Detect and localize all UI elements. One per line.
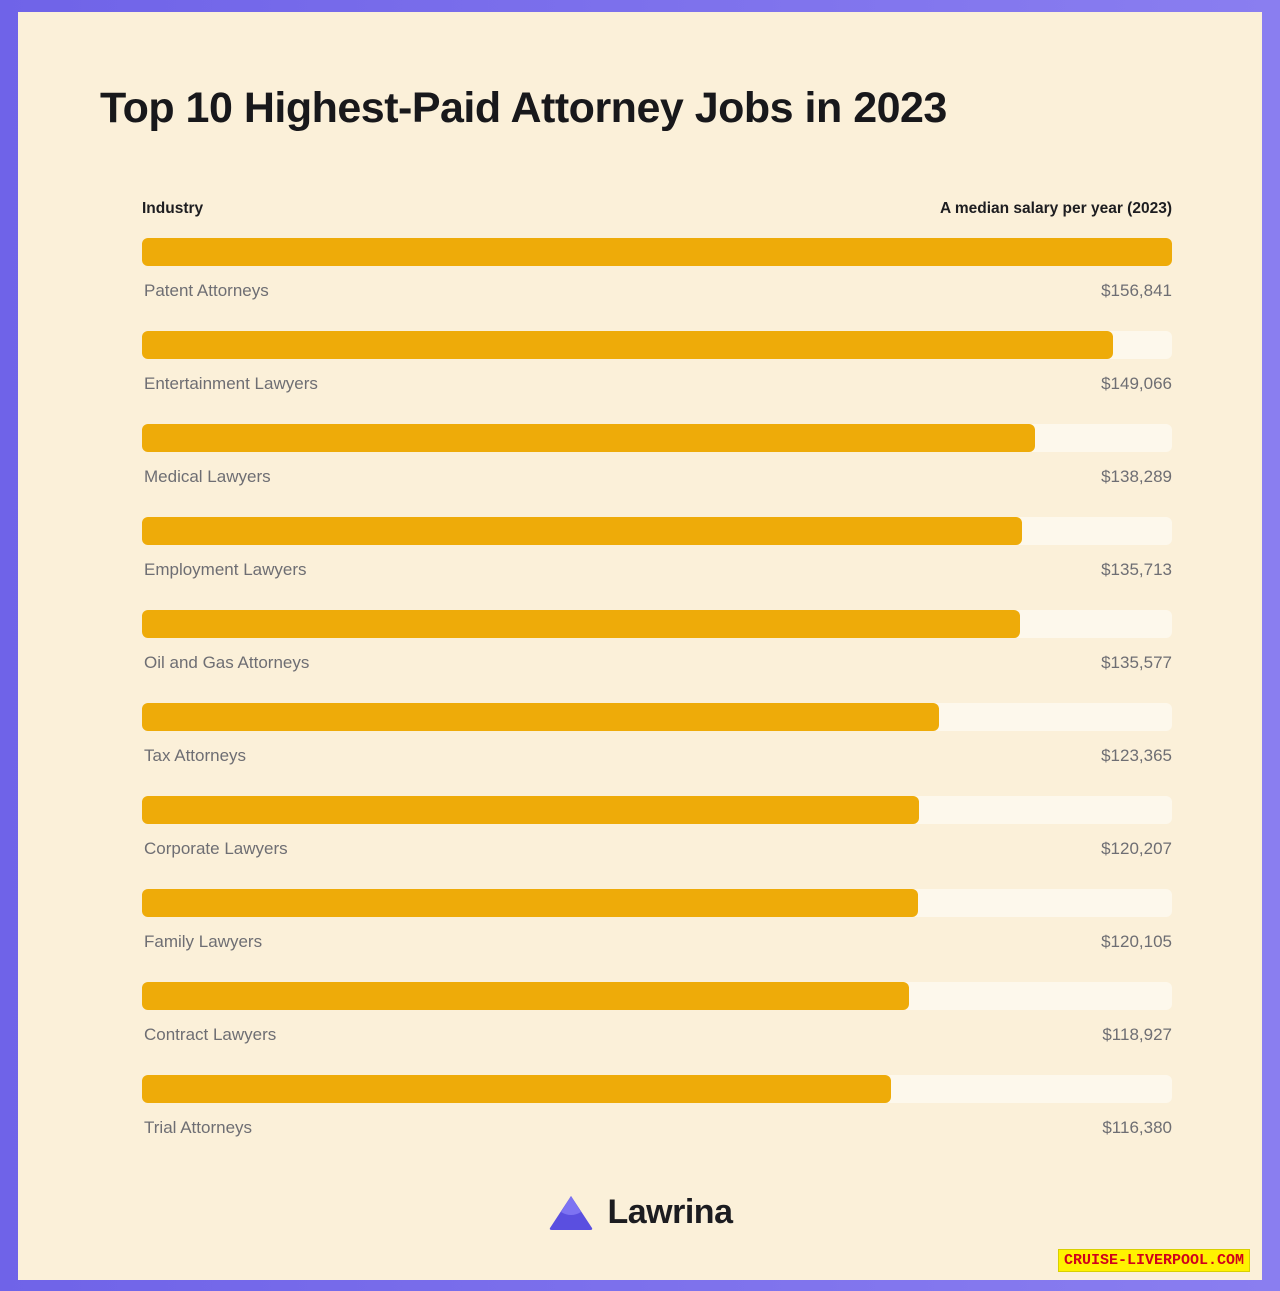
bar-category-label: Family Lawyers [144,932,263,951]
chart-row [142,1075,1172,1168]
bar-track [142,331,1172,359]
brand-footer [18,1192,1262,1232]
bar-category-label: Corporate Lawyers [144,839,288,858]
bar-fill [142,982,909,1010]
infographic-card [18,12,1262,1280]
bar-category-label: Trial Attorneys [144,1118,253,1137]
chart-row [142,331,1172,424]
bar-fill [142,796,919,824]
bar-value-label: $135,713 [1101,560,1172,579]
bar-value-label: $135,577 [1101,653,1172,672]
watermark: CRUISE-LIVERPOOL.COM [1058,1249,1250,1272]
bar-category-label: Oil and Gas Attorneys [144,653,310,672]
chart-row [142,889,1172,982]
bar-value-label: $123,365 [1101,746,1172,765]
lawrina-triangle-logo-icon [548,1192,594,1232]
chart-row [142,424,1172,517]
column-header-salary: A median salary per year (2023) [939,200,1172,217]
bar-fill [142,703,939,731]
bar-track [142,982,1172,1010]
bar-category-label: Entertainment Lawyers [144,374,318,393]
bar-fill [142,610,1020,638]
bar-track [142,889,1172,917]
bar-category-label: Patent Attorneys [144,281,269,300]
bar-fill [142,1075,891,1103]
bar-chart [142,238,1172,1168]
chart-row [142,796,1172,889]
bar-category-label: Employment Lawyers [144,560,307,579]
bar-track [142,238,1172,266]
column-header-industry: Industry [142,200,204,217]
bar-value-label: $116,380 [1102,1118,1172,1137]
bar-value-label: $156,841 [1101,281,1172,300]
bar-category-label: Tax Attorneys [144,746,247,765]
brand-name: Lawrina [607,1192,733,1231]
bar-fill [142,517,1022,545]
chart-row [142,238,1172,331]
bar-value-label: $118,927 [1102,1025,1172,1044]
bar-category-label: Contract Lawyers [144,1025,277,1044]
bar-fill [142,238,1172,266]
bar-track [142,610,1172,638]
chart-row [142,610,1172,703]
bar-value-label: $120,207 [1101,839,1172,858]
bar-value-label: $138,289 [1101,467,1172,486]
bar-track [142,1075,1172,1103]
bar-value-label: $120,105 [1101,932,1172,951]
bar-track [142,703,1172,731]
bar-track [142,424,1172,452]
page-title: Top 10 Highest-Paid Attorney Jobs in 2023 [100,84,947,132]
chart-row [142,703,1172,796]
bar-track [142,517,1172,545]
chart-row [142,982,1172,1075]
chart-row [142,517,1172,610]
bar-value-label: $149,066 [1101,374,1172,393]
bar-fill [142,331,1113,359]
bar-fill [142,889,918,917]
bar-fill [142,424,1035,452]
bar-track [142,796,1172,824]
bar-category-label: Medical Lawyers [144,467,271,486]
